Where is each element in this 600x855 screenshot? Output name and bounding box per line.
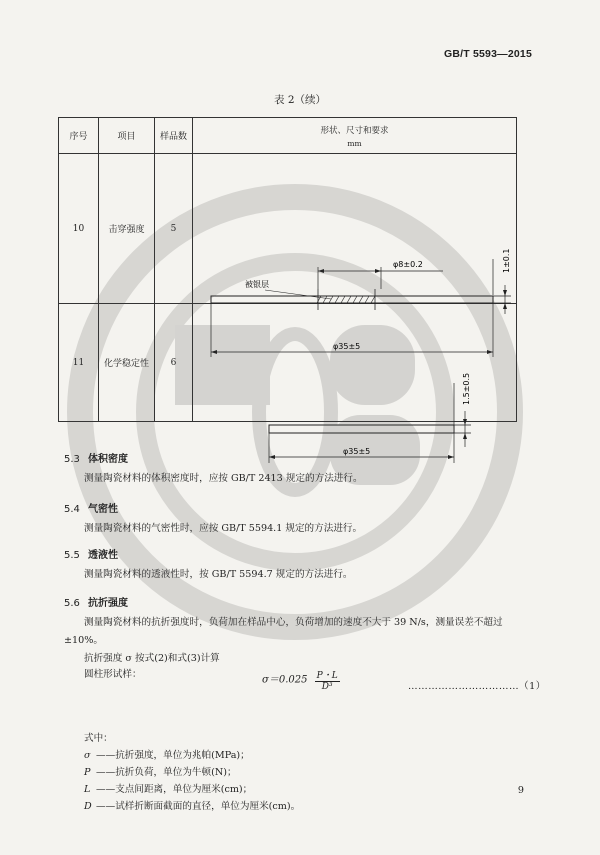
definition-item: σ ——抗折强度，单位为兆帕(MPa)； (84, 750, 250, 761)
length-label: φ35±5 (333, 341, 361, 351)
thickness-label: 1±0.1 (502, 247, 511, 273)
spec-table (58, 117, 517, 456)
formula-numerator: P・L (315, 668, 340, 682)
page-number: 9 (517, 785, 524, 796)
calc-line-1: 抗折强度 σ 按式(2)和式(3)计算 (84, 653, 220, 664)
col-shape-unit: mm (347, 138, 362, 148)
row-seq: 10 (59, 154, 99, 304)
disc-body (211, 296, 493, 303)
table-caption: 表 2（续） (273, 94, 327, 106)
formula-number: ……………………………（1） (408, 681, 546, 692)
length-label: φ35±5 (343, 446, 371, 456)
definition-item: P ——抗折负荷，单位为牛顿(N)； (84, 767, 237, 778)
sample-body (269, 425, 454, 433)
formula-lhs: σ＝0.025 (262, 674, 308, 686)
section-5-5-heading: 5.5 透液性 (64, 550, 118, 561)
definitions-intro: 式中： (84, 733, 113, 744)
section-5-6-heading: 5.6 抗折强度 (64, 598, 128, 609)
formula-fraction (315, 668, 340, 692)
col-shape-title: 形状、尺寸和要求 (320, 125, 389, 136)
row-samples: 5 (155, 154, 193, 304)
silver-layer (317, 296, 375, 303)
row-seq: 11 (59, 304, 99, 422)
table-header-row (59, 118, 517, 154)
col-item: 项目 (99, 118, 155, 154)
definition-item: L ——支点间距离，单位为厘米(cm)； (84, 784, 253, 795)
diameter-label: φ8±0.2 (393, 259, 423, 269)
col-samples: 样品数 (155, 118, 193, 154)
col-seq: 序号 (59, 118, 99, 154)
table-row (59, 154, 517, 304)
calc-line-2: 圆柱形试样： (84, 669, 142, 680)
silver-layer-label: 被银层 (245, 279, 269, 289)
row-item: 化学稳定性 (99, 304, 155, 422)
section-5-4-text: 测量陶瓷材料的气密性时，应按 GB/T 5594.1 规定的方法进行。 (84, 523, 363, 534)
section-5-3-heading: 5.3 体积密度 (64, 454, 128, 465)
row-samples: 6 (155, 304, 193, 422)
formula-1 (262, 668, 340, 692)
section-5-5-text: 测量陶瓷材料的透液性时，按 GB/T 5594.7 规定的方法进行。 (84, 569, 353, 580)
row-figure (193, 154, 517, 351)
definition-item: D ——试样折断面截面的直径，单位为厘米(cm)。 (84, 801, 301, 812)
section-5-3-text: 测量陶瓷材料的体积密度时，应按 GB/T 2413 规定的方法进行。 (84, 473, 363, 484)
section-5-4-heading: 5.4 气密性 (64, 504, 118, 515)
formula-denominator: D³ (321, 682, 333, 692)
col-shape (193, 118, 517, 154)
section-5-6-text: 测量陶瓷材料的抗折强度时，负荷加在样品中心，负荷增加的速度不大于 39 N/s，测量误差不超过±10%。 (64, 617, 503, 646)
row-item: 击穿强度 (99, 154, 155, 304)
thickness-label: 1.5±0.5 (462, 372, 471, 405)
standard-number: GB/T 5593—2015 (443, 48, 532, 60)
symbol-definitions (84, 730, 300, 815)
